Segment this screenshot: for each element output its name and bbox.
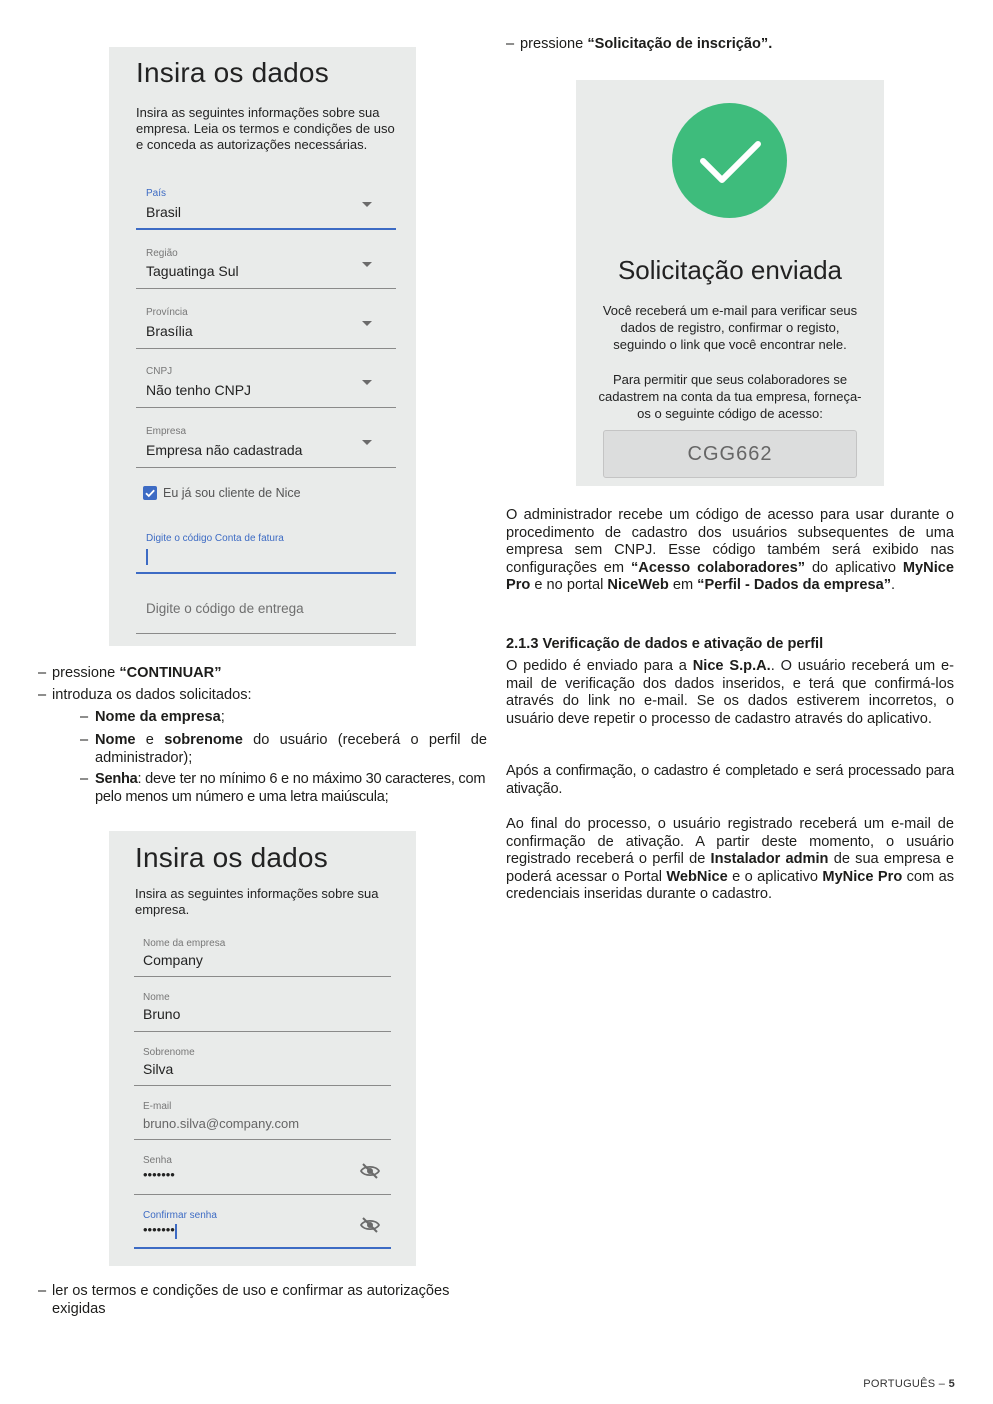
field-value: Bruno — [143, 1006, 181, 1022]
field-label: Senha — [143, 1155, 172, 1166]
paragraph-text: O pedido é enviado para a — [506, 658, 693, 674]
field-label: Região — [146, 248, 178, 259]
email-input[interactable] — [134, 1096, 391, 1140]
field-label: Digite o código Conta de fatura — [146, 533, 284, 544]
term: Instalador admin — [710, 851, 829, 867]
list-text: pressione — [520, 36, 588, 52]
field-value: Company — [143, 952, 203, 968]
list-bullet: – — [80, 709, 89, 725]
visibility-off-icon[interactable] — [359, 1216, 381, 1234]
term: “Perfil - Dados da empresa” — [697, 577, 892, 593]
term: Senha — [95, 771, 138, 787]
chevron-down-icon — [362, 380, 372, 385]
verification-paragraph — [506, 658, 954, 728]
request-sent-screenshot — [576, 80, 884, 486]
list-bullet: – — [38, 687, 47, 703]
checkbox-checked-icon — [143, 486, 157, 500]
paragraph-text: . — [891, 577, 896, 593]
company-name-input[interactable] — [134, 933, 391, 977]
field-value: Empresa não cadastrada — [146, 442, 303, 458]
term: Nome da empresa — [95, 709, 221, 725]
list-bullet: – — [80, 732, 89, 748]
country-select[interactable] — [136, 184, 396, 230]
list-item — [52, 665, 492, 683]
paragraph-text: com as credenciais inseridas durante o cadastro. — [506, 868, 955, 902]
delivery-code-input[interactable] — [136, 590, 396, 634]
term: sobrenome — [164, 732, 243, 748]
confirm-password-input[interactable] — [134, 1205, 391, 1249]
section-heading: 2.1.3 Verificação de dados e ativação de perfil — [506, 636, 824, 652]
field-value: Não tenho CNPJ — [146, 382, 252, 398]
paragraph-text: . O usuário receberá um e-mail de verificação dos dados inseridos, e terá que confirmá-los através do link no e-mail. Se os dados estiverem incorretos, o usuário deve repetir o processo de cadastro através do aplicativo. — [506, 658, 954, 727]
button-reference: “CONTINUAR” — [119, 665, 222, 681]
user-data-form-screenshot — [109, 831, 416, 1266]
surname-input[interactable] — [134, 1042, 391, 1086]
chevron-down-icon — [362, 440, 372, 445]
checkbox-label: Eu já sou cliente de Nice — [163, 486, 301, 500]
button-reference: “Solicitação de inscrição”. — [587, 36, 773, 52]
password-input[interactable] — [134, 1151, 391, 1195]
success-title: Solicitação enviada — [617, 255, 843, 285]
list-text: do usuário (receberá o perfil de administrador); — [95, 732, 487, 766]
chevron-down-icon — [362, 262, 372, 267]
field-value: Taguatinga Sul — [146, 263, 239, 279]
form-title: Insira os dados — [136, 57, 329, 88]
paragraph-text: Ao final do processo, o usuário registrado receberá um e-mail de confirmação de ativação. A partir deste momento, o usuário registrado receberá o perfil de — [506, 816, 954, 867]
access-code-paragraph — [506, 507, 954, 595]
list-item: introduza os dados solicitados: — [52, 687, 252, 703]
field-value: ••••••• — [143, 1222, 175, 1237]
first-name-input[interactable] — [134, 988, 391, 1032]
term: MyNice Pro — [822, 868, 903, 885]
paragraph-text: O administrador recebe um código de acesso para usar durante o procedimento de cadastro dos usuários subsequentes de uma empresa sem CNPJ. Esse código também será exibido nas configurações em — [506, 507, 954, 576]
cnpj-select[interactable] — [136, 362, 396, 408]
company-data-form-screenshot — [109, 47, 416, 646]
list-text: : deve ter no mínimo 6 e no máximo 30 caracteres, com pelo menos um número e uma letra maiúscula; — [95, 771, 486, 805]
paragraph-text: do aplicativo — [805, 559, 903, 576]
confirmation-paragraph: Após a confirmação, o cadastro é completado e será processado para ativação. — [506, 763, 954, 797]
company-select[interactable] — [136, 422, 396, 468]
field-label: Província — [146, 307, 188, 318]
text-cursor — [175, 1224, 177, 1239]
list-bullet: – — [38, 665, 47, 681]
activation-paragraph — [506, 816, 954, 904]
page-footer — [863, 1378, 955, 1390]
invoice-account-code-input[interactable] — [136, 528, 396, 574]
text-cursor — [146, 549, 148, 565]
term: “Acesso colaboradores” — [631, 559, 806, 576]
form-title: Insira os dados — [135, 842, 328, 873]
list-item — [95, 771, 489, 806]
list-item: Nome da empresa; — [95, 709, 225, 725]
list-text: e — [135, 732, 165, 748]
term: WebNice — [666, 868, 728, 885]
field-label: Sobrenome — [143, 1047, 195, 1058]
term: Nice S.p.A. — [692, 658, 771, 674]
list-text: pressione — [52, 665, 120, 681]
page-number: 5 — [948, 1378, 955, 1390]
province-select[interactable] — [136, 303, 396, 349]
field-value: ••••••• — [143, 1167, 175, 1182]
form-description: Insira as seguintes informações sobre sua empresa. — [135, 886, 379, 917]
field-value: Silva — [143, 1061, 174, 1077]
list-bullet: – — [506, 36, 515, 52]
list-item — [520, 36, 960, 54]
field-value: bruno.silva@company.com — [143, 1116, 300, 1131]
paragraph-text: e no portal — [530, 577, 608, 593]
list-item — [95, 732, 487, 767]
term: NiceWeb — [607, 577, 669, 593]
list-item: ler os termos e condições de uso e confirmar as autorizações exigidas — [52, 1283, 450, 1317]
field-label: Empresa — [146, 426, 187, 437]
paragraph-text: em — [668, 577, 698, 593]
list-bullet: – — [38, 1283, 47, 1299]
list-bullet: – — [80, 771, 89, 787]
success-check-icon — [672, 103, 787, 218]
existing-customer-checkbox[interactable] — [143, 485, 363, 503]
form-description: Insira as seguintes informações sobre sua empresa. Leia os termos e condições de uso e conceda as autorizações necessárias. — [136, 105, 395, 152]
term: Nome — [95, 732, 136, 748]
field-label: Confirmar senha — [143, 1210, 217, 1221]
paragraph-text: e o aplicativo — [727, 868, 823, 885]
field-label: CNPJ — [146, 366, 173, 377]
field-label: País — [146, 188, 167, 199]
field-label: E-mail — [143, 1101, 172, 1112]
paragraph-text: de sua empresa e poderá acessar o Portal — [506, 851, 954, 885]
field-value: Brasil — [146, 204, 182, 220]
field-value: Brasília — [146, 323, 193, 339]
chevron-down-icon — [362, 202, 372, 207]
footer-language: PORTUGUÊS – — [863, 1378, 949, 1390]
chevron-down-icon — [362, 321, 372, 326]
field-label: Nome — [143, 992, 170, 1003]
access-code: CGG662 — [687, 443, 773, 465]
success-description: Você receberá um e-mail para verificar seus dados de registro, confirmar o registo, seguindo o link que você encontrar nele. — [602, 303, 858, 352]
visibility-off-icon[interactable] — [359, 1162, 381, 1180]
access-code-field[interactable] — [603, 430, 857, 478]
field-label: Nome da empresa — [143, 938, 226, 949]
term: MyNice Pro — [506, 559, 954, 593]
region-select[interactable] — [136, 244, 396, 289]
field-placeholder: Digite o código de entrega — [146, 601, 304, 616]
access-code-instructions: Para permitir que seus colaboradores se cadastrem na conta da tua empresa, forneça-os o seguinte código de acesso: — [598, 372, 862, 421]
